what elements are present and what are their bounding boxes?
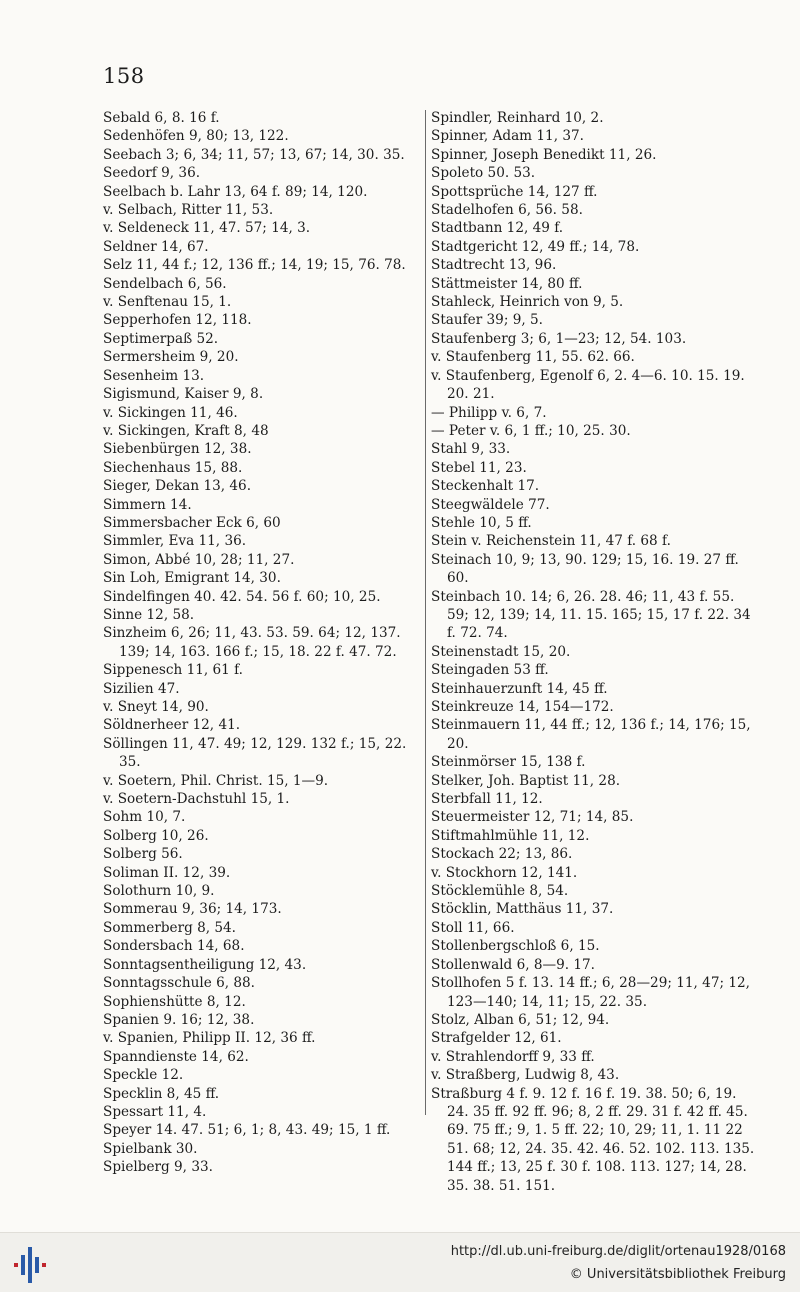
- footer-url-link[interactable]: http://dl.ub.uni-freiburg.de/diglit/ortenau1928/0168: [450, 1244, 786, 1259]
- index-entry: Stahl 9, 33.: [431, 441, 511, 458]
- index-entry: Spottsprüche 14, 127 ff.: [431, 183, 598, 200]
- index-entry: Spielberg 9, 33.: [103, 1159, 213, 1176]
- index-entry: Stebel 11, 23.: [431, 459, 527, 476]
- index-entry: Sepperhofen 12, 118.: [103, 312, 252, 329]
- index-entry: Speckle 12.: [103, 1067, 184, 1084]
- index-entry: v. Sickingen 11, 46.: [103, 404, 238, 421]
- index-entry: Sedenhöfen 9, 80; 13, 122.: [103, 128, 289, 145]
- index-column-left: [103, 109, 421, 1177]
- index-entry: Stadtbann 12, 49 f.: [431, 220, 564, 237]
- index-entry: Sophienshütte 8, 12.: [103, 993, 246, 1010]
- index-entry: Sinne 12, 58.: [103, 606, 195, 623]
- index-entry: Stollhofen 5 f. 13. 14 ff.; 6, 28—29; 11, 47; 12, 123—140; 14, 11; 15, 22. 35.: [431, 975, 750, 1010]
- index-entry: Sigismund, Kaiser 9, 8.: [103, 386, 264, 403]
- index-entry: v. Staufenberg 11, 55. 62. 66.: [431, 349, 635, 366]
- index-entry: Solberg 10, 26.: [103, 827, 209, 844]
- index-entry: Sommerberg 8, 54.: [103, 919, 236, 936]
- index-entry: Spindler, Reinhard 10, 2.: [431, 110, 604, 126]
- index-entry: Staufenberg 3; 6, 1—23; 12, 54. 103.: [431, 330, 687, 347]
- index-entry: Stehle 10, 5 ff.: [431, 514, 532, 531]
- index-entry: Stöcklin, Matthäus 11, 37.: [431, 901, 614, 918]
- index-entry: Seedorf 9, 36.: [103, 165, 201, 182]
- index-entry: Sonntagsentheiligung 12, 43.: [103, 956, 307, 973]
- index-entry: Spinner, Joseph Benedikt 11, 26.: [431, 146, 657, 163]
- index-entry: Seelbach b. Lahr 13, 64 f. 89; 14, 120.: [103, 183, 368, 200]
- index-entry: Stelker, Joh. Baptist 11, 28.: [431, 772, 621, 789]
- index-entry: v. Senftenau 15, 1.: [103, 294, 232, 311]
- index-entry: v. Seldeneck 11, 47. 57; 14, 3.: [103, 220, 311, 237]
- ub-freiburg-logo-icon: [12, 1247, 52, 1283]
- index-entry: — Peter v. 6, 1 ff.; 10, 25. 30.: [431, 422, 631, 439]
- index-entry: Speyer 14. 47. 51; 6, 1; 8, 43. 49; 15, 1 ff.: [103, 1122, 391, 1139]
- index-entry: Seebach 3; 6, 34; 11, 57; 13, 67; 14, 30. 35.: [103, 146, 405, 163]
- index-entry: Steinmörser 15, 138 f.: [431, 754, 586, 771]
- index-entry: Stollenwald 6, 8—9. 17.: [431, 956, 596, 973]
- index-entry: Soliman II. 12, 39.: [103, 864, 231, 881]
- index-entry: Stein v. Reichenstein 11, 47 f. 68 f.: [431, 533, 671, 550]
- page-number: 158: [103, 64, 145, 88]
- index-entry: Steinbach 10. 14; 6, 26. 28. 46; 11, 43 f. 55. 59; 12, 139; 14, 11. 15. 165; 15, 17 f. 22. 34 f. 72. 74.: [431, 588, 751, 642]
- column-divider: [425, 110, 426, 1115]
- index-entry: Spanien 9. 16; 12, 38.: [103, 1011, 255, 1028]
- index-entry: Sinzheim 6, 26; 11, 43. 53. 59. 64; 12, 137. 139; 14, 163. 166 f.; 15, 18. 22 f. 47. 72.: [103, 625, 401, 660]
- index-entry: v. Sneyt 14, 90.: [103, 699, 209, 715]
- index-entry: v. Strahlendorff 9, 33 ff.: [431, 1048, 595, 1065]
- index-entry: Steinhauerzunft 14, 45 ff.: [431, 680, 608, 697]
- index-entry: Stadtgericht 12, 49 ff.; 14, 78.: [431, 238, 640, 255]
- index-entry: Simon, Abbé 10, 28; 11, 27.: [103, 551, 295, 568]
- index-entry: Sermersheim 9, 20.: [103, 349, 239, 366]
- index-entry: Strafgelder 12, 61.: [431, 1030, 562, 1047]
- index-entry: Sebald 6, 8. 16 f.: [103, 110, 220, 126]
- index-entry: Septimerpaß 52.: [103, 330, 219, 347]
- index-entry: v. Selbach, Ritter 11, 53.: [103, 202, 274, 219]
- index-entry: Straßburg 4 f. 9. 12 f. 16 f. 19. 38. 50; 6, 19. 24. 35 ff. 92 ff. 96; 8, 2 ff. 29. 31 f. 42 ff. 45. 69. 75 ff.; 9, 1. 5 ff. 22; 10, 29; 11, 1. 11 22 51. 68; 12, 24. 35. 42. 46. 52. 102. 113. 135. 144 ff.; 13, 25 f. 30 f. 108. 113. 127; 14, 28. 35. 38. 51. 151.: [431, 1085, 755, 1194]
- index-entry: Sizilien 47.: [103, 680, 180, 697]
- index-entry: Solberg 56.: [103, 846, 183, 863]
- index-entry: Spoleto 50. 53.: [431, 165, 536, 182]
- index-entry: Steuermeister 12, 71; 14, 85.: [431, 809, 634, 826]
- index-entry: Söllingen 11, 47. 49; 12, 129. 132 f.; 15, 22. 35.: [103, 735, 407, 771]
- index-entry: Simmler, Eva 11, 36.: [103, 533, 247, 550]
- index-entry: v. Stockhorn 12, 141.: [431, 864, 578, 881]
- index-entry: Stoll 11, 66.: [431, 919, 515, 936]
- index-entry: Seldner 14, 67.: [103, 238, 209, 255]
- index-entry: v. Straßberg, Ludwig 8, 43.: [431, 1067, 620, 1084]
- index-entry: Steinenstadt 15, 20.: [431, 643, 571, 660]
- index-entry: Steinkreuze 14, 154—172.: [431, 699, 614, 715]
- index-column-right: [431, 109, 756, 1195]
- index-entry: Spielbank 30.: [103, 1140, 198, 1157]
- index-entry: Spinner, Adam 11, 37.: [431, 128, 584, 145]
- index-entry: Steingaden 53 ff.: [431, 662, 549, 679]
- index-entry: Simmersbacher Eck 6, 60: [103, 514, 281, 531]
- index-entry: Sondersbach 14, 68.: [103, 938, 245, 955]
- index-entry: Steinmauern 11, 44 ff.; 12, 136 f.; 14, 176; 15, 20.: [431, 717, 751, 752]
- index-entry: Sonntagsschule 6, 88.: [103, 975, 255, 992]
- index-entry: Söldnerheer 12, 41.: [103, 717, 241, 734]
- index-entry: — Philipp v. 6, 7.: [431, 404, 547, 421]
- index-entry: v. Soetern-Dachstuhl 15, 1.: [103, 791, 290, 808]
- index-entry: Sterbfall 11, 12.: [431, 791, 543, 808]
- index-entry: Sesenheim 13.: [103, 367, 205, 384]
- index-entry: v. Sickingen, Kraft 8, 48: [103, 422, 269, 439]
- footer-bar: [0, 1232, 800, 1292]
- index-entry: Sippenesch 11, 61 f.: [103, 662, 243, 679]
- index-entry: Stiftmahlmühle 11, 12.: [431, 827, 590, 844]
- index-entry: v. Staufenberg, Egenolf 6, 2. 4—6. 10. 15. 19. 20. 21.: [431, 367, 745, 403]
- index-entry: Steinach 10, 9; 13, 90. 129; 15, 16. 19. 27 ff. 60.: [431, 551, 739, 587]
- index-entry: Sommerau 9, 36; 14, 173.: [103, 901, 282, 918]
- index-entry: Stockach 22; 13, 86.: [431, 846, 573, 863]
- index-entry: Stahleck, Heinrich von 9, 5.: [431, 294, 624, 311]
- index-entry: Stadelhofen 6, 56. 58.: [431, 202, 583, 219]
- index-entry: Stolz, Alban 6, 51; 12, 94.: [431, 1011, 610, 1028]
- index-entry: Sohm 10, 7.: [103, 809, 186, 826]
- index-entry: v. Soetern, Phil. Christ. 15, 1—9.: [103, 772, 329, 789]
- footer-copyright: © Universitätsbibliothek Freiburg: [569, 1267, 786, 1282]
- index-entry: Stöcklemühle 8, 54.: [431, 883, 569, 900]
- index-entry: Steegwäldele 77.: [431, 496, 550, 513]
- index-entry: Solothurn 10, 9.: [103, 883, 215, 900]
- index-entry: Specklin 8, 45 ff.: [103, 1085, 220, 1102]
- index-entry: Selz 11, 44 f.; 12, 136 ff.; 14, 19; 15, 76. 78.: [103, 257, 406, 274]
- index-entry: Stadtrecht 13, 96.: [431, 257, 557, 274]
- index-entry: Sin Loh, Emigrant 14, 30.: [103, 570, 281, 587]
- index-entry: Stättmeister 14, 80 ff.: [431, 275, 583, 292]
- index-entry: Staufer 39; 9, 5.: [431, 312, 543, 329]
- index-entry: v. Spanien, Philipp II. 12, 36 ff.: [103, 1030, 316, 1047]
- index-entry: Siechenhaus 15, 88.: [103, 459, 243, 476]
- index-entry: Steckenhalt 17.: [431, 478, 540, 495]
- index-entry: Sendelbach 6, 56.: [103, 275, 227, 292]
- index-entry: Stollenbergschloß 6, 15.: [431, 938, 600, 955]
- index-entry: Spessart 11, 4.: [103, 1103, 207, 1120]
- index-entry: Sindelfingen 40. 42. 54. 56 f. 60; 10, 25.: [103, 588, 381, 605]
- index-entry: Spanndienste 14, 62.: [103, 1048, 249, 1065]
- index-entry: Sieger, Dekan 13, 46.: [103, 478, 252, 495]
- index-entry: Simmern 14.: [103, 496, 192, 513]
- index-entry: Siebenbürgen 12, 38.: [103, 441, 252, 458]
